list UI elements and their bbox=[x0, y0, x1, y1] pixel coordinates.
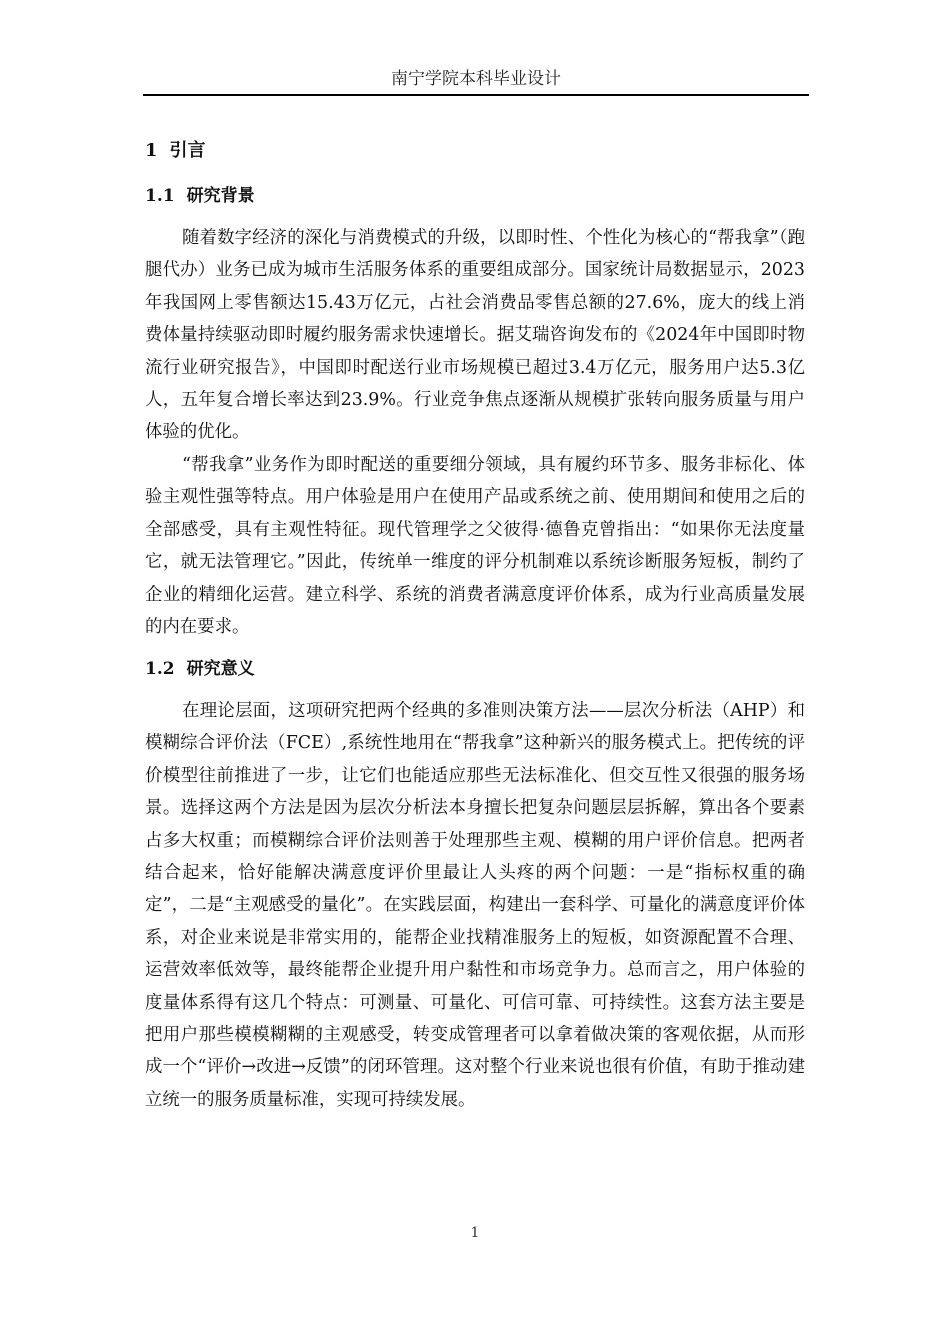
section-title: 研究背景 bbox=[186, 186, 255, 206]
section-title: 引言 bbox=[169, 140, 206, 161]
paragraph-background-2: “帮我拿”业务作为即时配送的重要细分领域，具有履约环节多、服务非标化、体验主观性强等特点。用户体验是用户在使用产品或系统之前、使用期间和使用之后的全部感受，具有主观性特征。现代管理学之父彼得·德鲁克曾指出：“如果你无法度量它，就无法管理它。”因此，传统单一维度的评分机制难以系统诊断服务短板，制约了企业的精细化运营。建立科学、系统的消费者满意度评价体系，成为行业高质量发展的内在要求。 bbox=[145, 455, 805, 638]
section-heading-1 bbox=[145, 139, 206, 163]
running-header: 南宁学院本科毕业设计 bbox=[391, 69, 561, 89]
section-title: 研究意义 bbox=[186, 659, 255, 679]
section-heading-1-2 bbox=[145, 657, 255, 681]
section-number: 1.2 bbox=[145, 659, 175, 679]
paragraph-background-1: 随着数字经济的深化与消费模式的升级，以即时性、个性化为核心的“帮我拿”（跑腿代办）业务已成为城市生活服务体系的重要组成部分。国家统计局数据显示，2023年我国网上零售额达15.43万亿元，占社会消费品零售总额的27.6%，庞大的线上消费体量持续驱动即时履约服务需求快速增长。据艾瑞咨询发布的《2024年中国即时物流行业研究报告》，中国即时配送行业市场规模已超过3.4万亿元，服务用户达5.3亿人，五年复合增长率达到23.9%。行业竞争焦点逐渐从规模扩张转向服务质量与用户体验的优化。 bbox=[145, 228, 805, 443]
section-number: 1.1 bbox=[145, 186, 175, 206]
section-number: 1 bbox=[145, 140, 158, 161]
page-number: 1 bbox=[470, 1225, 480, 1241]
paragraph-significance: 在理论层面，这项研究把两个经典的多准则决策方法——层次分析法（AHP）和模糊综合评价法（FCE）,系统性地用在“帮我拿”这种新兴的服务模式上。把传统的评价模型往前推进了一步，让它们也能适应那些无法标准化、但交互性又很强的服务场景。选择这两个方法是因为层次分析法本身擅长把复杂问题层层拆解，算出各个要素占多大权重；而模糊综合评价法则善于处理那些主观、模糊的用户评价信息。把两者结合起来，恰好能解决满意度评价里最让人头疼的两个问题：一是“指标权重的确定”，二是“主观感受的量化”。在实践层面，构建出一套科学、可量化的满意度评价体系，对企业来说是非常实用的，能帮企业找精准服务上的短板，如资源配置不合理、运营效率低效等，最终能帮企业提升用户黏性和市场竞争力。总而言之，用户体验的度量体系得有这几个特点：可测量、可量化、可信可靠、可持续性。这套方法主要是把用户那些模模糊糊的主观感受，转变成管理者可以拿着做决策的客观依据，从而形成一个“评价→改进→反馈”的闭环管理。这对整个行业来说也很有价值，有助于推动建立统一的服务质量标准，实现可持续发展。 bbox=[145, 701, 805, 1110]
section-heading-1-1 bbox=[145, 184, 255, 208]
header-rule bbox=[143, 94, 809, 96]
